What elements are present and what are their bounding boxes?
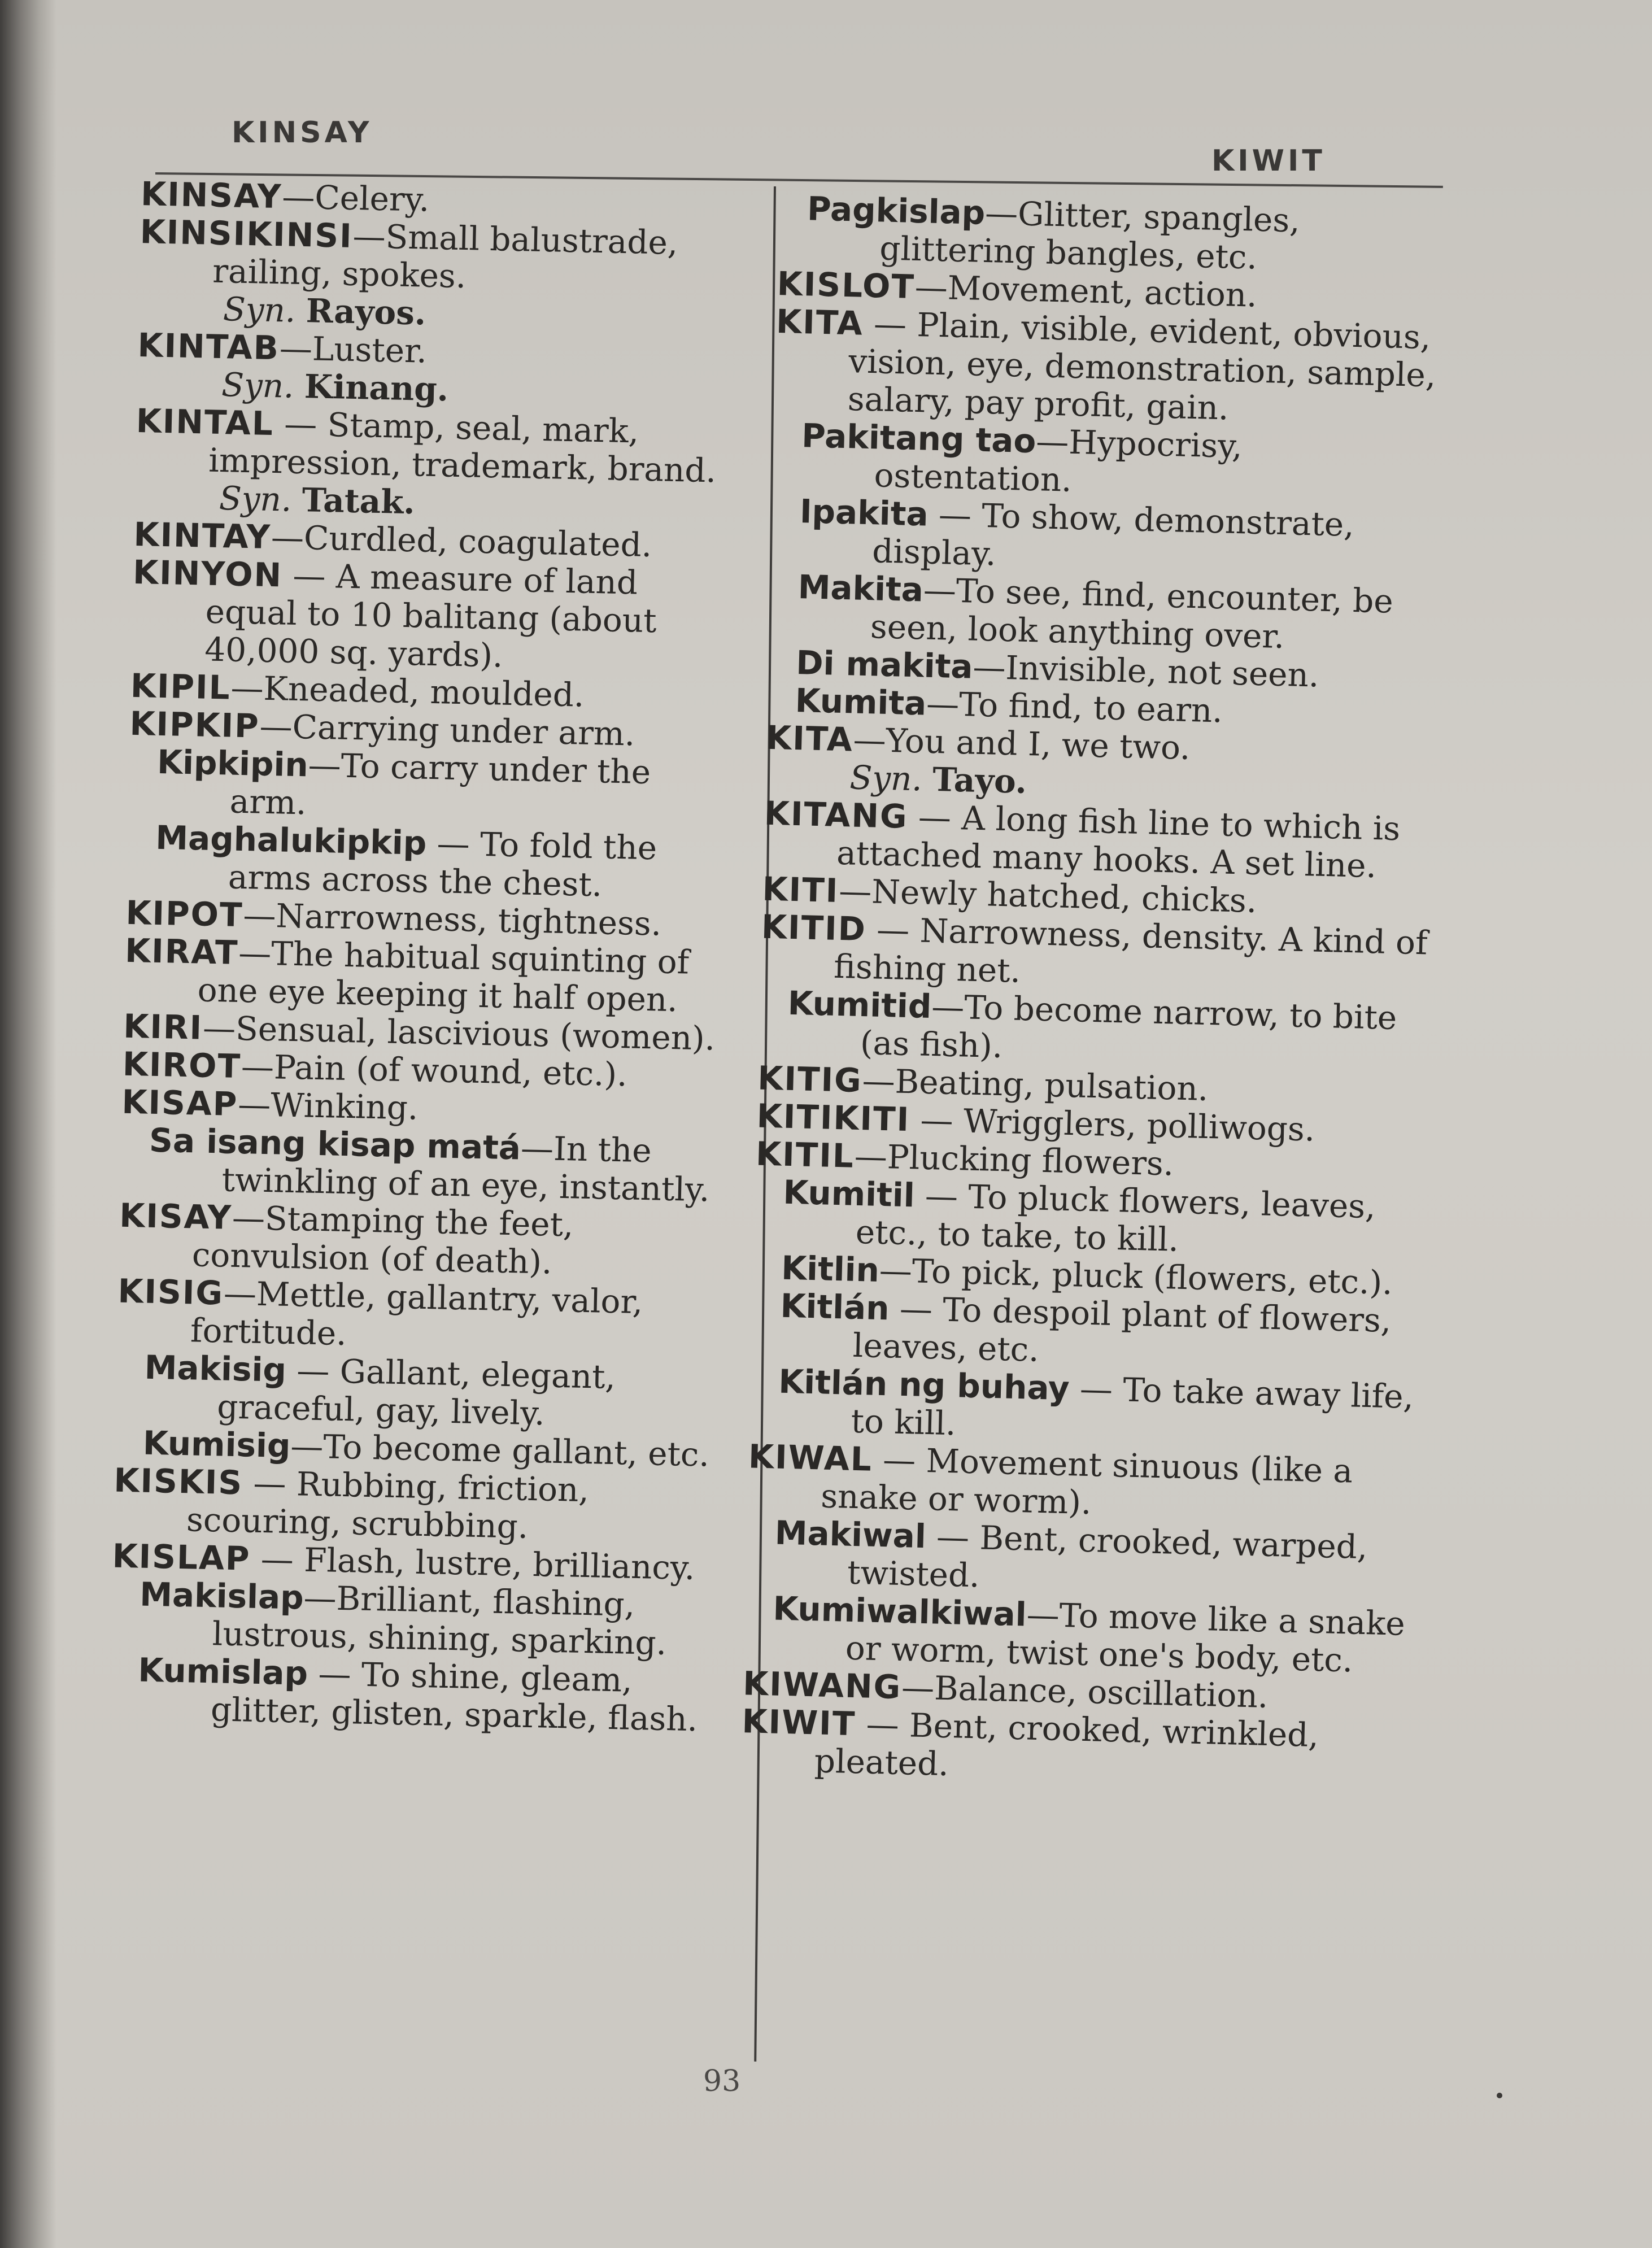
definition: —To see, find, encounter, be seen, look anything over.	[870, 570, 1394, 656]
headword: KINTAL	[136, 401, 274, 443]
dictionary-entry	[131, 554, 732, 679]
definition: —Celery.	[281, 177, 430, 219]
running-head-right: KIWIT	[1211, 144, 1326, 178]
derived-word: Kumitid	[787, 983, 932, 1026]
headword: KIWAL	[748, 1437, 873, 1479]
derived-entry	[128, 743, 728, 831]
dictionary-entry	[135, 402, 735, 490]
derived-entry	[108, 1650, 709, 1739]
definition: — Flash, lustre, brilliancy.	[250, 1539, 696, 1588]
headword: KIWANG	[742, 1664, 903, 1707]
headword: KITANG	[764, 794, 909, 836]
derived-word: Di makita	[795, 643, 974, 686]
headword: KITID	[761, 907, 867, 949]
headword: KIRAT	[124, 931, 239, 972]
derived-entry	[115, 1348, 716, 1436]
definition: —In the twinkling of an eye, instantly.	[221, 1129, 711, 1209]
synonym-word: Tayo.	[932, 760, 1027, 801]
definition: —Invisible, not seen.	[972, 647, 1320, 695]
definition: —Stamping the feet, convulsion (of death).	[191, 1198, 574, 1282]
derived-word: Pakitang tao	[801, 416, 1037, 461]
dictionary-entry	[112, 1462, 713, 1550]
definition: —To become gallant, etc.	[290, 1427, 710, 1474]
derived-word: Ipakita	[799, 492, 929, 534]
headword: KINTAY	[133, 515, 272, 556]
definition: —You and I, we two.	[852, 720, 1191, 768]
definition: — Rubbing, friction, scouring, scrubbing.	[186, 1463, 590, 1546]
headword: KINSAY	[140, 175, 283, 216]
headword: KITA	[775, 302, 864, 343]
definition: —Mettle, gallantry, valor, fortitude.	[190, 1274, 644, 1353]
definition: — Bent, crooked, wrinkled, pleated.	[814, 1705, 1319, 1784]
right-column	[740, 189, 1451, 1794]
definition: — Narrowness, density. A kind of fishing net.	[833, 910, 1428, 990]
definition: —To carry under the arm.	[229, 746, 651, 822]
derived-word: Makita	[797, 568, 924, 609]
derived-word: Kumiwalkiwal	[772, 1589, 1027, 1634]
headword: KIPOT	[125, 893, 244, 935]
definition: —Glitter, spangles, glittering bangles, etc.	[879, 193, 1301, 277]
headword: KITIG	[757, 1058, 863, 1100]
derived-entry	[110, 1575, 711, 1663]
definition: — To shine, gleam, glitter, glisten, sparkle, flash.	[210, 1654, 698, 1739]
running-head-left: KINSAY	[232, 116, 373, 150]
derived-word: Pagkislap	[807, 189, 986, 232]
synonym-label: Syn.	[219, 479, 293, 519]
synonym-label: Syn.	[221, 365, 295, 406]
derived-word: Makiwal	[774, 1513, 927, 1556]
derived-word: Kumislap	[137, 1650, 308, 1693]
definition: —Brilliant, flashing, lustrous, shining, sparking.	[212, 1578, 667, 1663]
headword: KINYON	[132, 552, 283, 595]
definition: — Gallant, elegant, graceful, gay, lively.	[216, 1350, 616, 1433]
synonym-word: Tatak.	[302, 481, 416, 522]
book-spine-shadow	[0, 0, 40, 2248]
definition: —To pick, pluck (flowers, etc.).	[879, 1251, 1393, 1302]
definition: —Luster.	[279, 329, 428, 371]
derived-word: Kumitil	[782, 1173, 916, 1215]
headword: KITIL	[755, 1134, 855, 1175]
book-gutter	[40, 0, 56, 2248]
synonym-label: Syn.	[849, 758, 923, 799]
derived-word: Kumita	[795, 681, 927, 723]
derived-entry	[120, 1121, 720, 1209]
headword: KISLOT	[777, 264, 916, 306]
headword: KISLAP	[112, 1536, 251, 1578]
synonym-label: Syn.	[223, 290, 297, 330]
definition: — Movement sinuous (like a snake or worm).	[820, 1440, 1353, 1522]
headword: KISAP	[121, 1082, 239, 1123]
definition: —Sensual, lascivious (women).	[202, 1008, 716, 1058]
definition: — Wrigglers, polliwogs.	[909, 1100, 1316, 1149]
definition: —Pain (of wound, etc.).	[241, 1047, 628, 1094]
derived-word: Makisig	[144, 1348, 287, 1389]
definition: —Curdled, coagulated.	[271, 517, 652, 565]
derived-word: Sa isang kisap matá	[149, 1121, 521, 1167]
dictionary-entry	[118, 1197, 718, 1285]
page-number: 93	[703, 2064, 741, 2098]
definition: —Kneaded, moulded.	[230, 668, 585, 715]
headword: KITI	[761, 869, 840, 910]
definition: —Newly hatched, chicks.	[838, 871, 1258, 921]
definition: — A measure of land equal to 10 balitang (about 40,000 sq. yards).	[204, 556, 657, 675]
headword: KISAY	[119, 1196, 233, 1237]
definition: —Winking.	[237, 1084, 419, 1127]
definition: —Plucking flowers.	[854, 1136, 1175, 1183]
dictionary-entry	[124, 932, 724, 1020]
synonym-word: Rayos.	[306, 291, 426, 333]
dictionary-entry	[774, 303, 1449, 433]
definition: — To pluck flowers, leaves, etc., to take, to kill.	[855, 1176, 1376, 1259]
left-column	[108, 175, 739, 1739]
definition: — A long fish line to which is attached many hooks. A set line.	[836, 797, 1401, 886]
definition: —The habitual squinting of one eye keeping it half open.	[197, 933, 690, 1020]
derived-word: Kipkipin	[156, 742, 309, 785]
headword: KISIG	[117, 1271, 224, 1313]
definition: —Narrowness, tightness.	[242, 896, 662, 943]
derived-entry	[126, 818, 726, 907]
derived-word: Maghalukipkip	[155, 818, 427, 862]
definition: — To despoil plant of flowers, leaves, etc.	[852, 1289, 1392, 1369]
derived-word: Kitlin	[781, 1248, 880, 1289]
print-speck	[1497, 2093, 1502, 2098]
headword: KIRI	[123, 1007, 203, 1047]
headword: KIWIT	[741, 1702, 857, 1744]
definition: — To show, demonstrate, display.	[871, 495, 1355, 573]
definition: — Bent, crooked, warped, twisted.	[847, 1517, 1368, 1595]
definition: —Small balustrade, railing, spokes.	[212, 216, 678, 296]
derived-word: Kitlán ng buhay	[778, 1362, 1070, 1408]
definition: —Hypocrisy, ostentation.	[873, 422, 1243, 499]
derived-word: Makislap	[139, 1575, 304, 1617]
definition: —To move like a snake or worm, twist one's body, etc.	[845, 1595, 1406, 1680]
definition: —Beating, pulsation.	[861, 1061, 1209, 1109]
derived-word: Kitlán	[779, 1286, 890, 1328]
headword: KIPIL	[130, 666, 232, 707]
dictionary-entry	[740, 1702, 1414, 1794]
definition: —Movement, action.	[914, 267, 1258, 315]
headword: KITIKITI	[756, 1096, 911, 1139]
definition: — To take away life, to kill.	[850, 1369, 1414, 1443]
definition: —To become narrow, to bite (as fish).	[860, 987, 1398, 1066]
synonym-word: Kinang.	[304, 367, 449, 409]
definition: — Stamp, seal, mark, impression, trademark, brand.	[208, 404, 717, 490]
definition: —Carrying under arm.	[259, 707, 635, 753]
headword: KIROT	[122, 1044, 242, 1086]
dictionary-entry	[117, 1273, 717, 1361]
headword: KISKIS	[113, 1461, 243, 1502]
headword: KIPKIP	[129, 704, 260, 746]
headword: KITA	[765, 718, 854, 759]
definition: —Balance, oscillation.	[901, 1668, 1269, 1715]
dictionary-entry	[139, 213, 739, 301]
headword: KINSIKINSI	[140, 212, 354, 255]
definition: — To fold the arms across the chest.	[228, 824, 657, 904]
definition: — Plain, visible, evident, obvious, vision, eye, demonstration, sample, salary, pay profit, gain.	[847, 304, 1437, 428]
derived-word: Kumisig	[142, 1423, 291, 1466]
headword: KINTAB	[137, 325, 280, 368]
definition: —To find, to earn.	[926, 684, 1223, 730]
